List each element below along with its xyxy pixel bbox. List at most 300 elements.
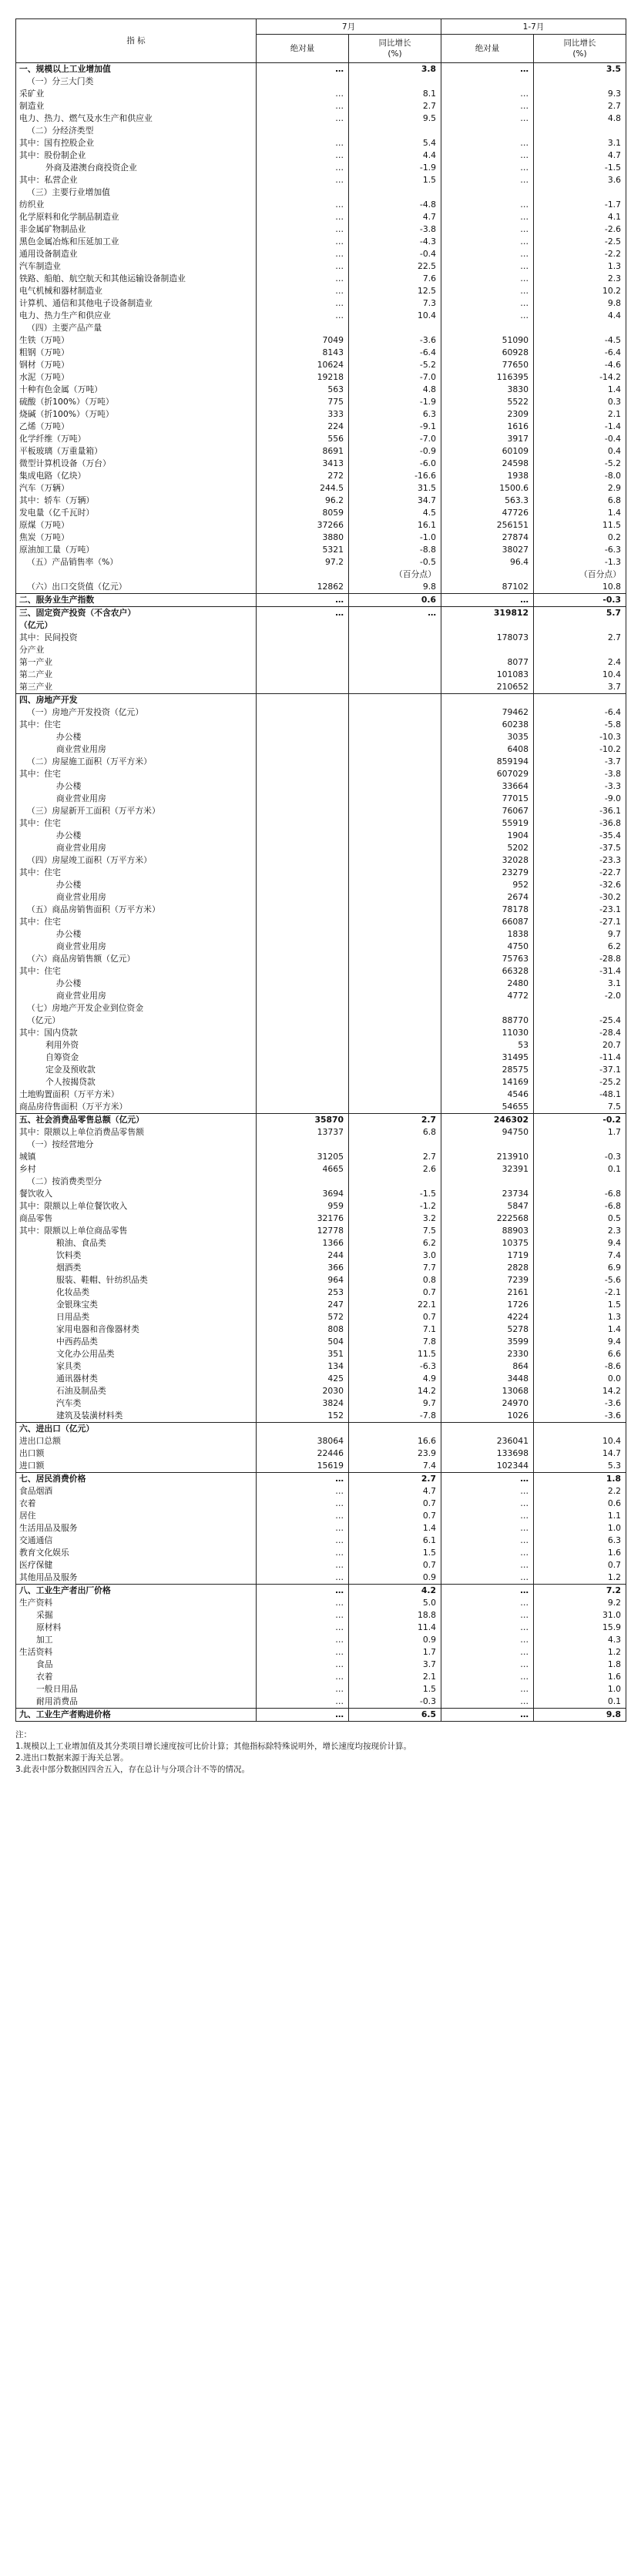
row-indicator-name: 二、服务业生产指数 (16, 594, 257, 607)
row-value-july: 7049 (257, 334, 349, 347)
row-value-july: 97.2 (257, 556, 349, 569)
row-growth-july (349, 842, 441, 854)
row-value-july (257, 1088, 349, 1101)
row-growth-july: 9.8 (349, 581, 441, 594)
row-value-jan-jul: 6408 (441, 743, 534, 756)
table-row (16, 1348, 626, 1360)
row-growth-jan-jul: 7.2 (534, 1585, 626, 1598)
row-value-july: 12862 (257, 581, 349, 594)
row-growth-jan-jul: -3.6 (534, 1397, 626, 1410)
row-growth-july: … (349, 607, 441, 620)
row-growth-july: 1.5 (349, 1683, 441, 1696)
row-growth-july: 6.8 (349, 1126, 441, 1139)
row-value-july (257, 1076, 349, 1088)
table-row (16, 879, 626, 891)
row-growth-jan-jul: -3.8 (534, 768, 626, 780)
table-row (16, 1423, 626, 1436)
row-value-jan-jul: 563.3 (441, 495, 534, 507)
row-value-july: … (257, 1535, 349, 1547)
table-row (16, 1597, 626, 1609)
row-value-jan-jul: 28575 (441, 1064, 534, 1076)
row-indicator-name: 加工 (16, 1634, 257, 1646)
row-value-july (257, 1176, 349, 1188)
footnote-1: 1.规模以上工业增加值及其分类项目增长速度按可比价计算；其他指标除特殊说明外，增长速度均按现价计算。 (15, 1742, 412, 1751)
row-value-july: 224 (257, 421, 349, 433)
row-growth-july (349, 928, 441, 941)
indicator-header: 指 标 (16, 19, 257, 63)
row-indicator-name: 食品 (16, 1659, 257, 1671)
row-growth-jan-jul: -2.6 (534, 223, 626, 236)
row-growth-july: 7.7 (349, 1262, 441, 1274)
row-growth-july: 7.1 (349, 1323, 441, 1336)
table-row (16, 990, 626, 1002)
row-indicator-name: 城镇 (16, 1151, 257, 1163)
row-value-july: … (257, 223, 349, 236)
row-indicator-name: 生产资料 (16, 1597, 257, 1609)
row-growth-jan-jul: 14.2 (534, 1385, 626, 1397)
row-indicator-name: 耐用消费品 (16, 1696, 257, 1709)
row-growth-jan-jul: 1.1 (534, 1510, 626, 1522)
row-value-jan-jul: 78178 (441, 904, 534, 916)
row-growth-jan-jul: 2.4 (534, 656, 626, 669)
table-row (16, 384, 626, 396)
row-value-jan-jul: 88770 (441, 1015, 534, 1027)
row-indicator-name: 其中：住宅 (16, 768, 257, 780)
row-indicator-name: 粗钢（万吨） (16, 347, 257, 359)
row-growth-jan-jul: -6.8 (534, 1188, 626, 1200)
table-row (16, 445, 626, 458)
row-growth-jan-jul (534, 1002, 626, 1015)
row-value-jan-jul: … (441, 199, 534, 211)
row-indicator-name: 集成电路（亿块） (16, 470, 257, 482)
row-value-jan-jul: 8077 (441, 656, 534, 669)
row-value-july: … (257, 310, 349, 322)
row-value-july: 12778 (257, 1225, 349, 1237)
row-indicator-name: 通讯器材类 (16, 1373, 257, 1385)
row-value-jan-jul: … (441, 137, 534, 149)
row-value-july: … (257, 607, 349, 620)
row-value-jan-jul: 5522 (441, 396, 534, 408)
row-indicator-name: （六）出口交货值（亿元） (16, 581, 257, 594)
table-row (16, 371, 626, 384)
table-row (16, 162, 626, 174)
row-growth-jan-jul: 10.4 (534, 669, 626, 681)
row-growth-jan-jul: -6.3 (534, 544, 626, 556)
row-growth-jan-jul: -6.4 (534, 347, 626, 359)
row-growth-jan-jul: 3.6 (534, 174, 626, 186)
row-value-july: 13737 (257, 1126, 349, 1139)
table-row (16, 482, 626, 495)
row-growth-july: 0.7 (349, 1311, 441, 1323)
row-growth-jan-jul: -5.2 (534, 458, 626, 470)
row-value-july (257, 619, 349, 632)
row-indicator-name: 食品烟酒 (16, 1485, 257, 1498)
row-growth-jan-jul: 2.1 (534, 408, 626, 421)
row-growth-july (349, 817, 441, 830)
row-growth-jan-jul: -6.4 (534, 706, 626, 719)
row-value-july: … (257, 1659, 349, 1671)
row-growth-jan-jul: -8.0 (534, 470, 626, 482)
table-row (16, 1076, 626, 1088)
row-value-july (257, 830, 349, 842)
row-value-jan-jul (441, 186, 534, 199)
row-indicator-name: 烟酒类 (16, 1262, 257, 1274)
absolute-header: 绝对量 (441, 35, 534, 63)
row-indicator-name: （四）主要产品产量 (16, 322, 257, 334)
row-indicator-name: 分产业 (16, 644, 257, 656)
row-growth-jan-jul (534, 1423, 626, 1436)
row-growth-july: 0.9 (349, 1571, 441, 1585)
table-row (16, 904, 626, 916)
row-growth-july: 0.7 (349, 1498, 441, 1510)
row-value-july: … (257, 1585, 349, 1598)
table-row (16, 1188, 626, 1200)
table-row (16, 211, 626, 223)
row-growth-july (349, 805, 441, 817)
row-value-jan-jul: 47726 (441, 507, 534, 519)
row-value-july: … (257, 594, 349, 607)
row-indicator-name: 家用电器和音像器材类 (16, 1323, 257, 1336)
row-value-jan-jul (441, 1139, 534, 1151)
table-row (16, 1126, 626, 1139)
row-growth-jan-jul: 9.3 (534, 88, 626, 100)
table-row (16, 223, 626, 236)
row-value-jan-jul: 4772 (441, 990, 534, 1002)
table-row (16, 495, 626, 507)
row-indicator-name: （二）分经济类型 (16, 125, 257, 137)
row-value-jan-jul: … (441, 88, 534, 100)
row-indicator-name: 第二产业 (16, 669, 257, 681)
table-row (16, 1460, 626, 1473)
row-indicator-name: 三、固定资产投资（不含农户） (16, 607, 257, 620)
row-growth-jan-jul: -32.6 (534, 879, 626, 891)
table-row (16, 1373, 626, 1385)
row-indicator-name: 通用设备制造业 (16, 248, 257, 260)
row-growth-july: 6.1 (349, 1535, 441, 1547)
row-value-jan-jul: 1904 (441, 830, 534, 842)
row-growth-july (349, 719, 441, 731)
row-indicator-name: 其中：住宅 (16, 817, 257, 830)
row-growth-jan-jul: -2.5 (534, 236, 626, 248)
row-value-july: 808 (257, 1323, 349, 1336)
row-indicator-name: （四）房屋竣工面积（万平方米） (16, 854, 257, 867)
row-growth-july (349, 965, 441, 978)
row-value-jan-jul: … (441, 1535, 534, 1547)
row-indicator-name: 其中：限额以上单位商品零售 (16, 1225, 257, 1237)
row-indicator-name: 原材料 (16, 1622, 257, 1634)
row-value-jan-jul: … (441, 285, 534, 297)
row-indicator-name: （一）按经营地分 (16, 1139, 257, 1151)
row-indicator-name: 日用品类 (16, 1311, 257, 1323)
row-growth-july: 2.1 (349, 1671, 441, 1683)
row-growth-jan-jul: -4.6 (534, 359, 626, 371)
row-growth-jan-jul: -2.1 (534, 1286, 626, 1299)
row-value-july: 556 (257, 433, 349, 445)
row-value-jan-jul: 1938 (441, 470, 534, 482)
row-growth-july: 2.7 (349, 1473, 441, 1486)
row-growth-jan-jul: 1.0 (534, 1522, 626, 1535)
row-indicator-name: 微型计算机设备（万台） (16, 458, 257, 470)
table-row (16, 421, 626, 433)
row-value-july: … (257, 248, 349, 260)
row-growth-jan-jul: -28.4 (534, 1027, 626, 1039)
row-growth-july: 0.7 (349, 1510, 441, 1522)
row-growth-july (349, 656, 441, 669)
row-growth-july: 4.2 (349, 1585, 441, 1598)
statistics-table (15, 18, 626, 1722)
row-value-july (257, 1015, 349, 1027)
row-growth-july: 3.7 (349, 1659, 441, 1671)
row-growth-july: -0.5 (349, 556, 441, 569)
row-growth-jan-jul: 1.0 (534, 1683, 626, 1696)
row-growth-july (349, 681, 441, 694)
row-value-july: 572 (257, 1311, 349, 1323)
row-value-jan-jul: … (441, 236, 534, 248)
row-value-jan-jul: … (441, 1485, 534, 1498)
row-value-july: … (257, 1559, 349, 1571)
table-row (16, 1274, 626, 1286)
row-growth-jan-jul (534, 75, 626, 88)
row-value-july (257, 569, 349, 581)
row-value-july: … (257, 174, 349, 186)
row-value-jan-jul: 607029 (441, 768, 534, 780)
row-indicator-name: 一般日用品 (16, 1683, 257, 1696)
row-growth-jan-jul: 7.4 (534, 1249, 626, 1262)
row-value-jan-jul: 236041 (441, 1435, 534, 1447)
row-value-jan-jul: 24970 (441, 1397, 534, 1410)
table-row (16, 1336, 626, 1348)
table-row (16, 174, 626, 186)
row-value-jan-jul: 256151 (441, 519, 534, 532)
row-growth-july (349, 904, 441, 916)
row-value-jan-jul: 3448 (441, 1373, 534, 1385)
row-growth-july: 16.1 (349, 519, 441, 532)
row-indicator-name: （二）房屋施工面积（万平方米） (16, 756, 257, 768)
row-indicator-name: 其中：轿车（万辆） (16, 495, 257, 507)
row-value-july: 38064 (257, 1435, 349, 1447)
row-growth-july (349, 768, 441, 780)
row-indicator-name: 其中：限额以上单位餐饮收入 (16, 1200, 257, 1213)
table-row (16, 1101, 626, 1114)
row-indicator-name: 乙烯（万吨） (16, 421, 257, 433)
row-value-jan-jul: 7239 (441, 1274, 534, 1286)
row-value-july: … (257, 1671, 349, 1683)
table-row (16, 916, 626, 928)
row-growth-jan-jul: -0.4 (534, 433, 626, 445)
row-value-july (257, 842, 349, 854)
row-growth-july: 3.0 (349, 1249, 441, 1262)
row-growth-july: -7.8 (349, 1410, 441, 1423)
row-value-july (257, 632, 349, 644)
row-growth-jan-jul: -10.3 (534, 731, 626, 743)
row-growth-jan-jul: 1.4 (534, 384, 626, 396)
row-value-july: 37266 (257, 519, 349, 532)
row-value-july (257, 656, 349, 669)
row-growth-july: -16.6 (349, 470, 441, 482)
row-value-july: 425 (257, 1373, 349, 1385)
row-growth-jan-jul: 10.8 (534, 581, 626, 594)
row-growth-jan-jul: 9.8 (534, 1709, 626, 1722)
row-indicator-name: 其他用品及服务 (16, 1571, 257, 1585)
row-growth-july (349, 756, 441, 768)
row-growth-jan-jul: 4.8 (534, 112, 626, 125)
row-value-july (257, 990, 349, 1002)
row-value-july: 32176 (257, 1213, 349, 1225)
row-value-july: 1366 (257, 1237, 349, 1249)
table-row (16, 1634, 626, 1646)
row-value-jan-jul: 10375 (441, 1237, 534, 1249)
table-row (16, 1286, 626, 1299)
row-growth-jan-jul: -3.6 (534, 1410, 626, 1423)
row-indicator-name: 电力、热力生产和供应业 (16, 310, 257, 322)
row-value-july: 351 (257, 1348, 349, 1360)
row-indicator-name: 发电量（亿千瓦时） (16, 507, 257, 519)
table-row (16, 1360, 626, 1373)
row-indicator-name: 计算机、通信和其他电子设备制造业 (16, 297, 257, 310)
row-indicator-name: （亿元） (16, 619, 257, 632)
row-growth-jan-jul: 11.5 (534, 519, 626, 532)
row-growth-jan-jul: -3.7 (534, 756, 626, 768)
row-indicator-name: 粮油、食品类 (16, 1237, 257, 1249)
table-row (16, 842, 626, 854)
row-value-july (257, 965, 349, 978)
row-value-july: … (257, 1622, 349, 1634)
row-growth-july (349, 1052, 441, 1064)
row-growth-jan-jul: 3.7 (534, 681, 626, 694)
row-value-july: … (257, 1547, 349, 1559)
row-growth-july: 4.4 (349, 149, 441, 162)
row-indicator-name: 采矿业 (16, 88, 257, 100)
row-indicator-name: 商业营业用房 (16, 941, 257, 953)
row-value-jan-jul (441, 75, 534, 88)
row-value-jan-jul: … (441, 1585, 534, 1598)
row-growth-jan-jul: 20.7 (534, 1039, 626, 1052)
row-growth-jan-jul: 0.0 (534, 1373, 626, 1385)
row-indicator-name: （六）商品房销售额（亿元） (16, 953, 257, 965)
row-growth-july: -8.8 (349, 544, 441, 556)
row-value-jan-jul: 60238 (441, 719, 534, 731)
table-row (16, 1213, 626, 1225)
table-row (16, 793, 626, 805)
row-value-july (257, 793, 349, 805)
row-growth-jan-jul: -25.2 (534, 1076, 626, 1088)
row-indicator-name: 商业营业用房 (16, 891, 257, 904)
row-indicator-name: 乡村 (16, 1163, 257, 1176)
row-growth-jan-jul: -23.1 (534, 904, 626, 916)
row-value-jan-jul: … (441, 1609, 534, 1622)
row-growth-jan-jul: -9.0 (534, 793, 626, 805)
row-growth-jan-jul: -5.6 (534, 1274, 626, 1286)
table-row (16, 694, 626, 707)
row-indicator-name: 化妆品类 (16, 1286, 257, 1299)
row-growth-july: 6.2 (349, 1237, 441, 1249)
row-value-july: 3413 (257, 458, 349, 470)
table-row (16, 965, 626, 978)
row-growth-july: 1.7 (349, 1646, 441, 1659)
table-row (16, 1039, 626, 1052)
row-growth-july (349, 780, 441, 793)
row-value-jan-jul: … (441, 1547, 534, 1559)
row-value-july (257, 1064, 349, 1076)
row-growth-jan-jul: -6.8 (534, 1200, 626, 1213)
row-indicator-name: 其中：住宅 (16, 965, 257, 978)
table-row (16, 1510, 626, 1522)
row-value-jan-jul: … (441, 1696, 534, 1709)
row-indicator-name: 办公楼 (16, 928, 257, 941)
table-row (16, 891, 626, 904)
row-value-july: 31205 (257, 1151, 349, 1163)
row-indicator-name: 金银珠宝类 (16, 1299, 257, 1311)
row-value-jan-jul: 4546 (441, 1088, 534, 1101)
row-value-jan-jul: 952 (441, 879, 534, 891)
row-growth-jan-jul: 1.6 (534, 1547, 626, 1559)
yoy-growth-header: 同比增长 (%) (534, 35, 626, 63)
yoy-growth-header: 同比增长 (%) (349, 35, 441, 63)
table-row (16, 149, 626, 162)
row-value-jan-jul: 213910 (441, 1151, 534, 1163)
row-indicator-name: 商品零售 (16, 1213, 257, 1225)
row-value-july (257, 743, 349, 756)
table-row (16, 1671, 626, 1683)
row-growth-jan-jul: 1.2 (534, 1571, 626, 1585)
row-growth-july (349, 1039, 441, 1052)
row-growth-july: 5.0 (349, 1597, 441, 1609)
row-indicator-name: 黑色金属冶炼和压延加工业 (16, 236, 257, 248)
row-indicator-name: 出口额 (16, 1447, 257, 1460)
row-value-jan-jul: 1838 (441, 928, 534, 941)
row-indicator-name: 定金及预收款 (16, 1064, 257, 1076)
row-growth-jan-jul: 0.1 (534, 1696, 626, 1709)
row-value-july (257, 867, 349, 879)
row-growth-jan-jul: -1.3 (534, 556, 626, 569)
row-value-jan-jul: … (441, 1634, 534, 1646)
row-indicator-name: 办公楼 (16, 978, 257, 990)
table-row (16, 1447, 626, 1460)
row-value-july (257, 941, 349, 953)
row-value-july: 247 (257, 1299, 349, 1311)
row-value-jan-jul: 27874 (441, 532, 534, 544)
table-row (16, 1485, 626, 1498)
row-growth-jan-jul: 6.2 (534, 941, 626, 953)
table-row (16, 1176, 626, 1188)
row-growth-jan-jul: -0.2 (534, 1114, 626, 1127)
row-value-july: 504 (257, 1336, 349, 1348)
row-growth-jan-jul: 5.3 (534, 1460, 626, 1473)
row-value-jan-jul: … (441, 310, 534, 322)
row-growth-jan-jul: （百分点） (534, 569, 626, 581)
row-value-jan-jul: 3599 (441, 1336, 534, 1348)
row-value-july: 333 (257, 408, 349, 421)
row-value-july: … (257, 63, 349, 76)
row-value-july: 3824 (257, 1397, 349, 1410)
row-indicator-name: 中西药品类 (16, 1336, 257, 1348)
row-growth-july (349, 731, 441, 743)
row-value-jan-jul (441, 644, 534, 656)
table-row (16, 817, 626, 830)
row-value-july (257, 953, 349, 965)
row-value-jan-jul: 1026 (441, 1410, 534, 1423)
row-indicator-name: 商业营业用房 (16, 743, 257, 756)
row-indicator-name: 外商及港澳台商投资企业 (16, 162, 257, 174)
row-growth-jan-jul: -48.1 (534, 1088, 626, 1101)
row-value-jan-jul: 222568 (441, 1213, 534, 1225)
table-row (16, 75, 626, 88)
row-value-july (257, 1423, 349, 1436)
row-value-july: … (257, 1498, 349, 1510)
row-growth-july: -0.9 (349, 445, 441, 458)
row-indicator-name: 进口额 (16, 1460, 257, 1473)
table-row (16, 1498, 626, 1510)
